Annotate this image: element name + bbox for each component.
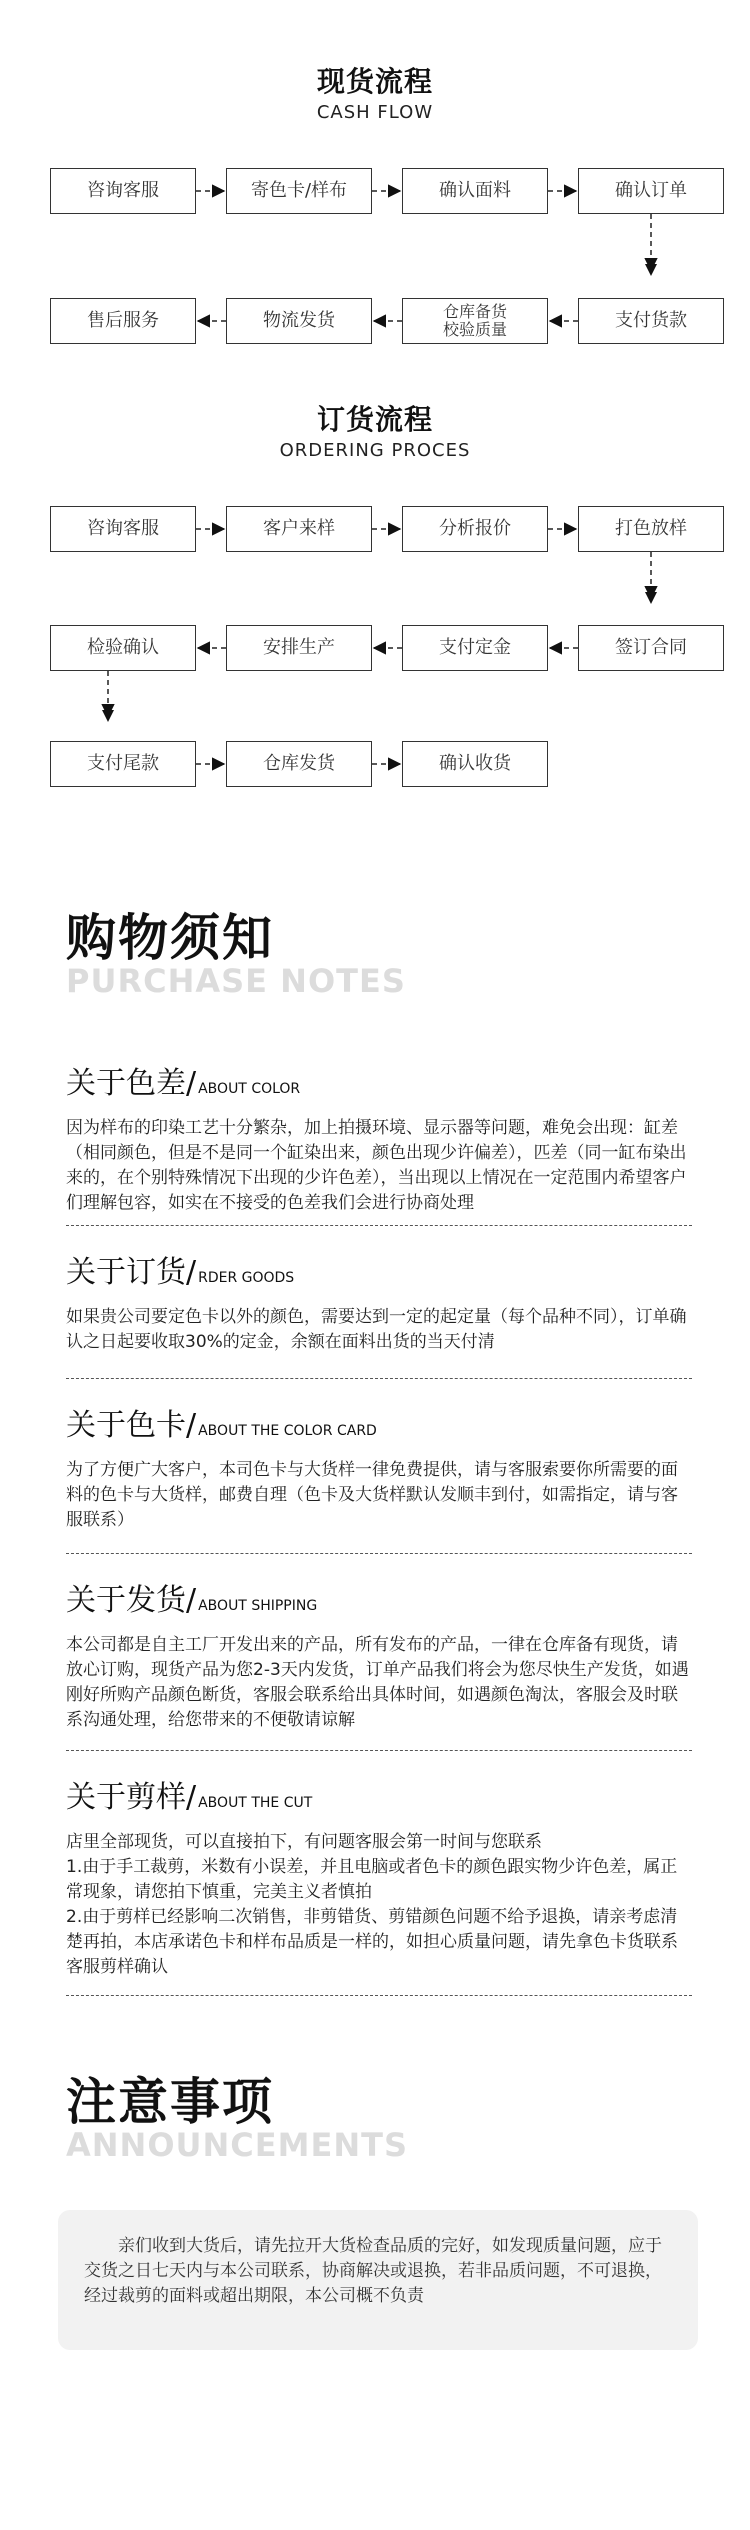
announcements-subtitle: ANNOUNCEMENTS (66, 2126, 408, 2164)
order-step-color-sample: 打色放样 (578, 506, 724, 552)
arrowhead (645, 592, 657, 604)
cash-step-confirm-order: 确认订单 (578, 168, 724, 214)
ordering-title: 订货流程 (316, 403, 433, 436)
note-slash: / (186, 1780, 197, 1815)
note-slash: / (186, 1583, 197, 1618)
note-title: 关于剪样 (66, 1780, 186, 1815)
note-title-en: ABOUT THE CUT (198, 1795, 313, 1811)
note-title: 关于订货 (66, 1255, 186, 1290)
order-step-final-payment: 支付尾款 (50, 741, 196, 787)
note-slash: / (186, 1066, 197, 1101)
note-title: 关于色差 (66, 1066, 186, 1101)
note-heading (66, 1247, 692, 1291)
note-ordering (66, 1247, 692, 1355)
note-title-en: ABOUT COLOR (198, 1081, 301, 1097)
order-step-confirm-receipt: 确认收货 (402, 741, 548, 787)
dashed-divider (66, 1995, 692, 1996)
note-heading (66, 1575, 692, 1619)
dashed-divider (66, 1553, 692, 1554)
note-body: 本公司都是自主工厂开发出来的产品，所有发布的产品，一律在仓库备有现货，请放心订购，现货产品为您2-3天内发货，订单产品我们将会为您尽快生产发货，如遇刚好所购产品颜色断货，客服会联系给出具体时间，如遇颜色淘汰，客服会及时联系沟通处理，给您带来的不便敬请谅解 (66, 1635, 689, 1730)
announcements-title: 注意事项 (66, 2073, 274, 2131)
note-title-en: ABOUT SHIPPING (198, 1598, 318, 1614)
note-body: 为了方便广大客户，本司色卡与大货样一律免费提供，请与客服索要你所需要的面料的色卡与大货样，邮费自理（色卡及大货样默认发顺丰到付，如需指定，请与客服联系） (66, 1460, 678, 1530)
cash-step-logistics: 物流发货 (226, 298, 372, 344)
order-step-customer-sample: 客户来样 (226, 506, 372, 552)
note-heading (66, 1400, 692, 1444)
cash-step-consult: 咨询客服 (50, 168, 196, 214)
dashed-divider (66, 1225, 692, 1226)
order-step-inspection: 检验确认 (50, 625, 196, 671)
dashed-divider (66, 1750, 692, 1751)
cash-flow-title: 现货流程 (316, 65, 433, 98)
note-title: 关于色卡 (66, 1408, 186, 1443)
order-step-quote: 分析报价 (402, 506, 548, 552)
order-step-warehouse-ship: 仓库发货 (226, 741, 372, 787)
note-slash: / (186, 1408, 197, 1443)
announcement-box: 亲们收到大货后，请先拉开大货检查品质的完好，如发现质量问题，应于交货之日七天内与本公司联系，协商解决或退换，若非品质问题，不可退换，经过裁剪的面料或超出期限，本公司概不负责 (58, 2210, 698, 2350)
note-cut-sample (66, 1772, 692, 1980)
note-heading (66, 1772, 692, 1816)
cash-step-send-color-card: 寄色卡/样布 (226, 168, 372, 214)
note-color-difference (66, 1058, 692, 1216)
note-shipping (66, 1575, 692, 1733)
note-title: 关于发货 (66, 1583, 186, 1618)
purchase-notes-subtitle: PURCHASE NOTES (66, 962, 406, 1000)
note-color-card (66, 1400, 692, 1533)
order-step-deposit: 支付定金 (402, 625, 548, 671)
cash-step-pay: 支付货款 (578, 298, 724, 344)
note-body: 因为样布的印染工艺十分繁杂，加上拍摄环境、显示器等问题，难免会出现：缸差（相同颜色，但是不是同一个缸染出来，颜色出现少许偏差），匹差（同一缸布染出来的，在个别特殊情况下出现的少许色差），当出现以上情况在一定范围内希望客户们理解包容，如实在不接受的色差我们会进行协商处理 (66, 1118, 687, 1213)
note-slash: / (186, 1255, 197, 1290)
cash-step-warehouse-quality: 仓库备货 校验质量 (402, 298, 548, 344)
arrowhead (102, 710, 114, 722)
cash-step-after-sales: 售后服务 (50, 298, 196, 344)
dashed-divider (66, 1378, 692, 1379)
ordering-subtitle: ORDERING PROCES (279, 440, 471, 461)
purchase-notes-title: 购物须知 (66, 909, 274, 967)
cash-flow-subtitle: CASH FLOW (316, 102, 434, 123)
order-step-consult: 咨询客服 (50, 506, 196, 552)
cash-step-confirm-fabric: 确认面料 (402, 168, 548, 214)
note-title-en: RDER GOODS (198, 1270, 295, 1286)
order-step-production: 安排生产 (226, 625, 372, 671)
note-heading (66, 1058, 692, 1102)
order-step-contract: 签订合同 (578, 625, 724, 671)
note-body: 店里全部现货，可以直接拍下，有问题客服会第一时间与您联系 1.由于手工裁剪，米数有小误差，并且电脑或者色卡的颜色跟实物少许色差，属正常现象，请您拍下慎重，完美主义者慎拍 2.由于剪样已经影响二次销售，非剪错货、剪错颜色问题不给予退换，请亲考虑清楚再拍，本店承诺色卡和样布品质是一样的，如担心质量问题，请先拿色卡货联系客服剪样确认 (66, 1832, 678, 1977)
note-title-en: ABOUT THE COLOR CARD (198, 1423, 377, 1439)
note-body: 如果贵公司要定色卡以外的颜色，需要达到一定的起定量（每个品种不同），订单确认之日起要收取30%的定金，余额在面料出货的当天付清 (66, 1307, 687, 1352)
arrowhead (645, 264, 657, 276)
